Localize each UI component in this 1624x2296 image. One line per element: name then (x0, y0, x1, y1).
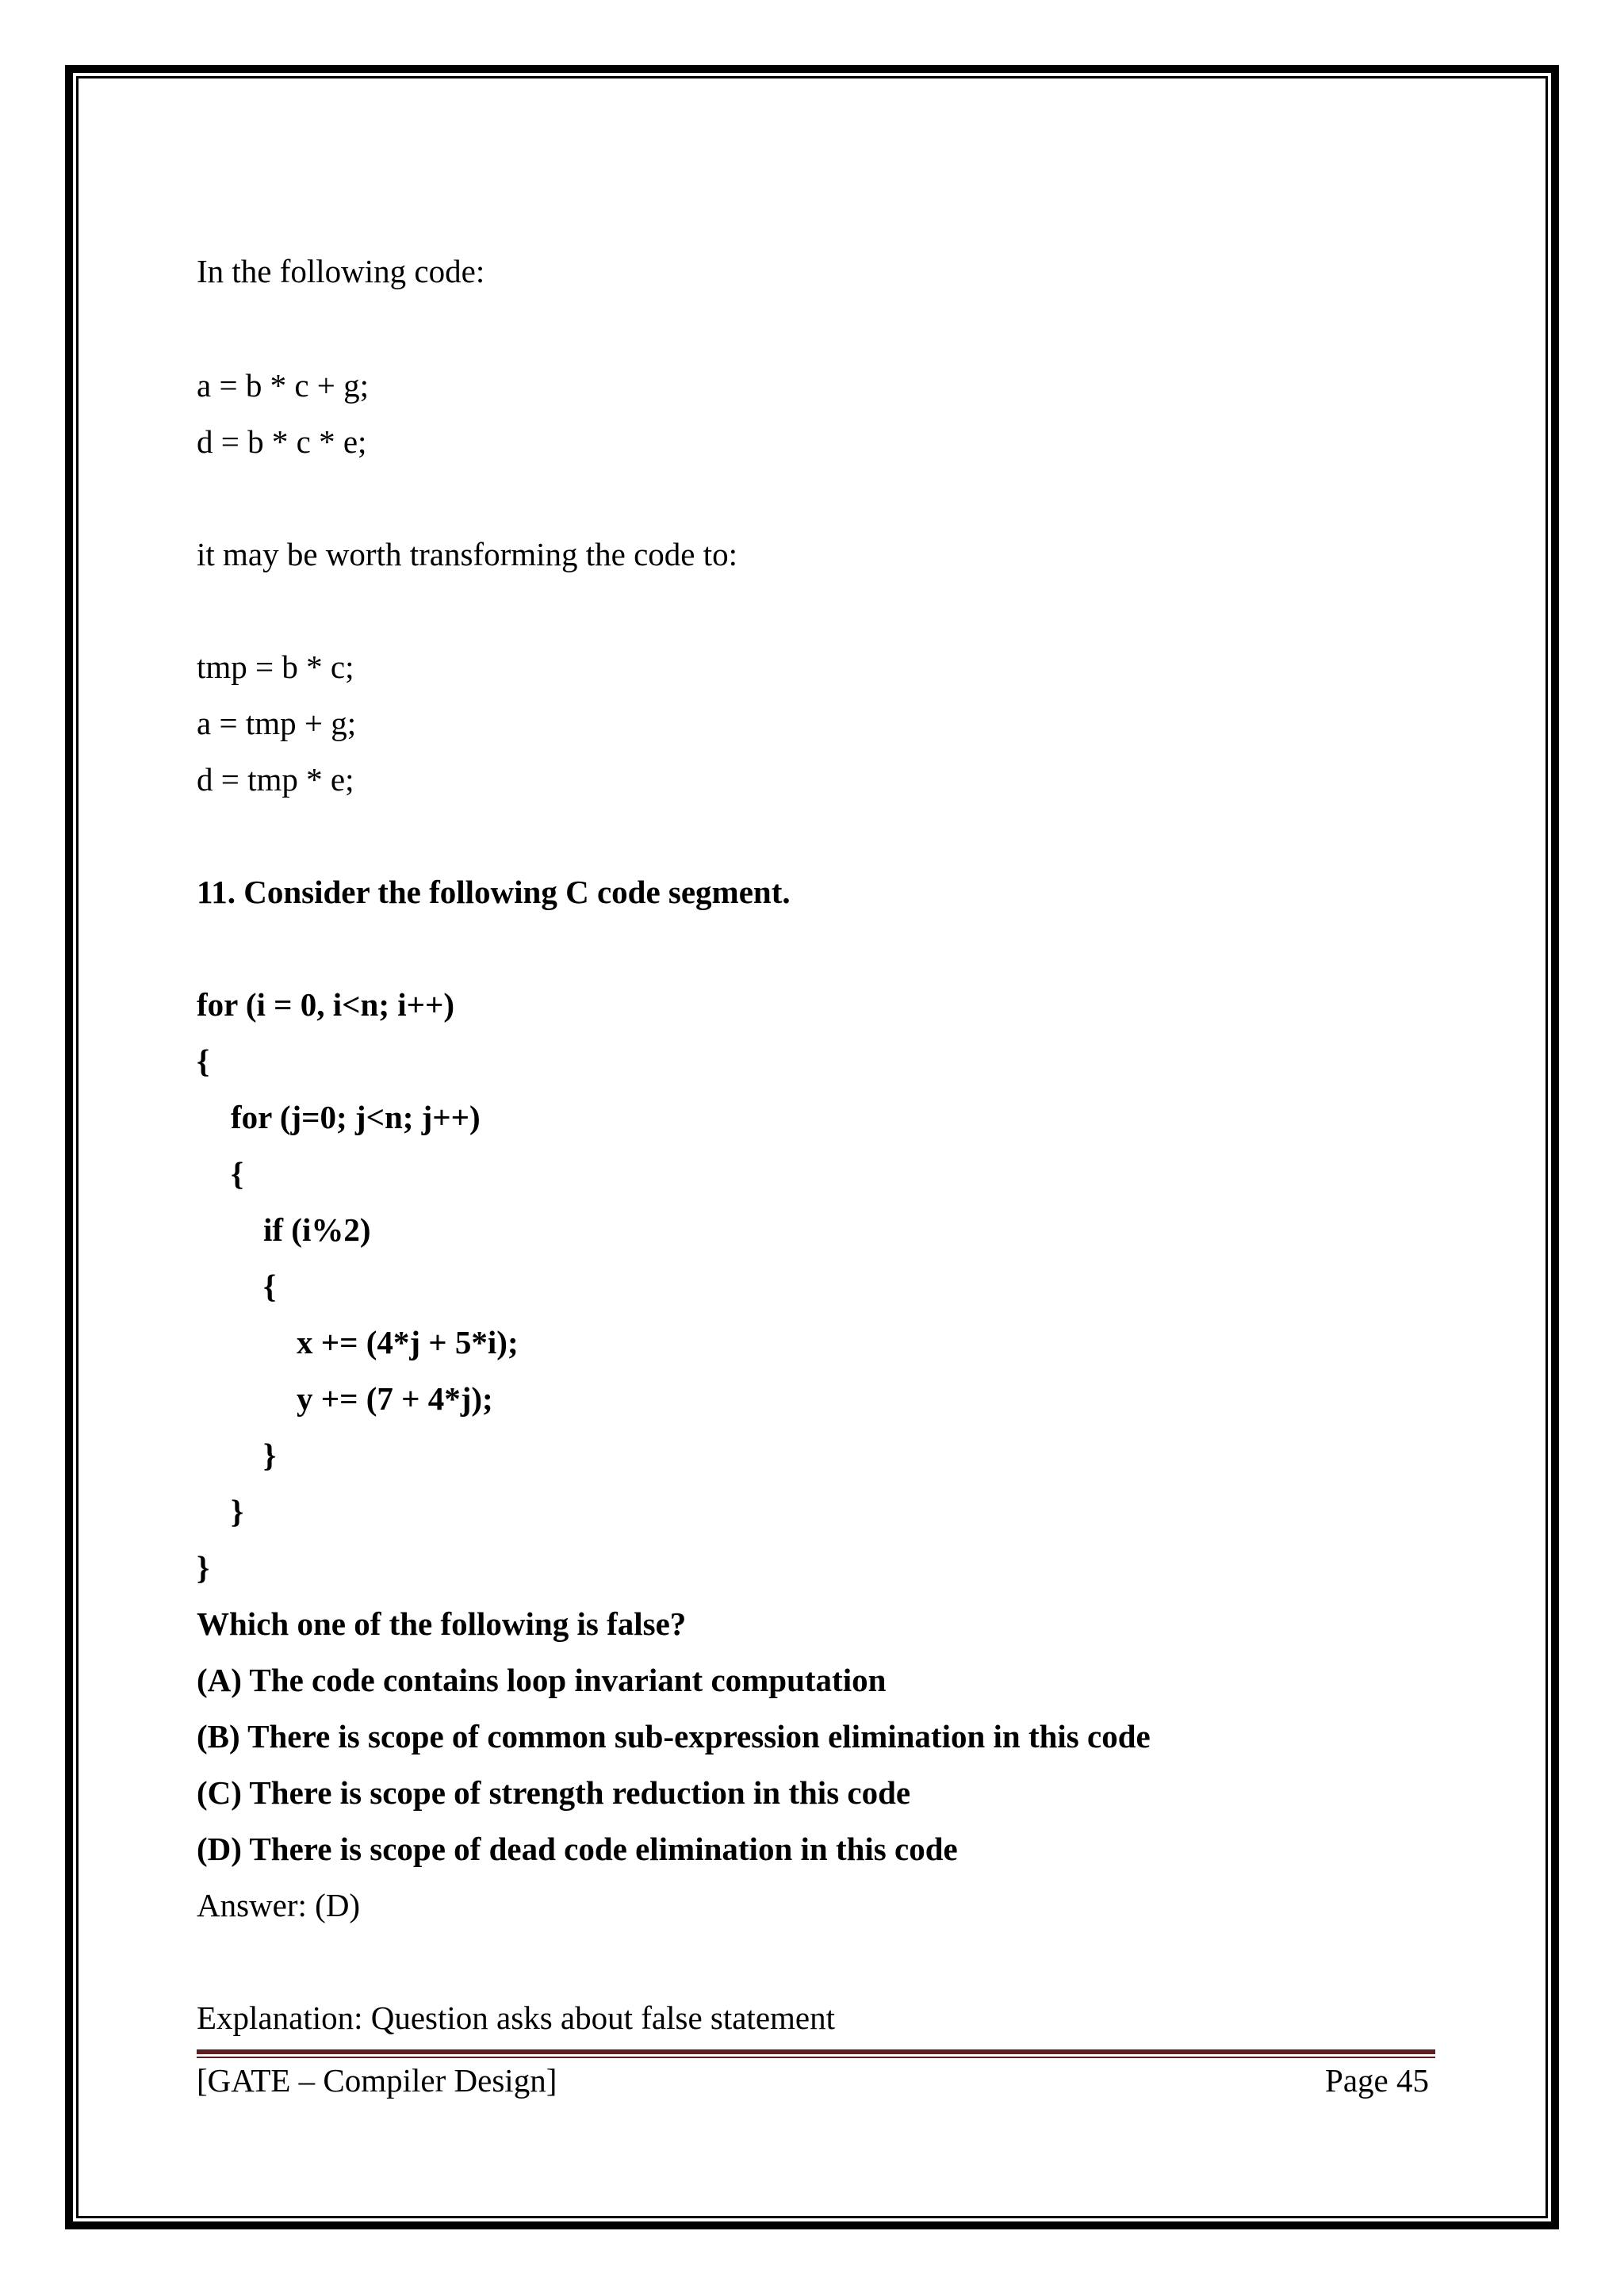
question-code-line-10: } (231, 1493, 244, 1529)
question-code-line-4: { (231, 1155, 244, 1192)
option-b: (B) There is scope of common sub-expression elimination in this code (197, 1718, 1151, 1755)
intro-text-2: it may be worth transforming the code to: (197, 536, 738, 572)
question-code-line-7: x += (4*j + 5*i); (297, 1324, 519, 1360)
footer-rule-thin (197, 2057, 1435, 2058)
question-code-line-2: { (197, 1043, 210, 1079)
code1-line-2: d = b * c * e; (197, 423, 367, 460)
question-code-line-1: for (i = 0, i<n; i++) (197, 986, 454, 1023)
code2-line-3: d = tmp * e; (197, 761, 354, 798)
answer-text: Answer: (D) (197, 1887, 361, 1923)
footer-title: [GATE – Compiler Design] (197, 2062, 557, 2099)
option-a: (A) The code contains loop invariant computation (197, 1662, 887, 1698)
question-code-line-9: } (263, 1437, 277, 1473)
question-code-line-5: if (i%2) (263, 1211, 371, 1248)
question-code-line-8: y += (7 + 4*j); (297, 1380, 493, 1417)
question-code-line-3: for (j=0; j<n; j++) (231, 1099, 481, 1135)
option-d: (D) There is scope of dead code elimination in this code (197, 1831, 958, 1867)
explanation-text: Explanation: Question asks about false statement (197, 1999, 836, 2036)
question-prompt: Which one of the following is false? (197, 1605, 687, 1642)
footer-rule-thick (197, 2049, 1435, 2054)
question-code-line-6: { (263, 1268, 277, 1304)
option-c: (C) There is scope of strength reduction in this code (197, 1774, 911, 1811)
code2-line-1: tmp = b * c; (197, 649, 354, 685)
page-number: Page 45 (1325, 2062, 1429, 2099)
intro-text-1: In the following code: (197, 253, 485, 289)
question-heading: 11. Consider the following C code segment. (197, 874, 791, 910)
code1-line-1: a = b * c + g; (197, 367, 370, 404)
code2-line-2: a = tmp + g; (197, 705, 357, 741)
question-code-line-11: } (197, 1549, 210, 1586)
